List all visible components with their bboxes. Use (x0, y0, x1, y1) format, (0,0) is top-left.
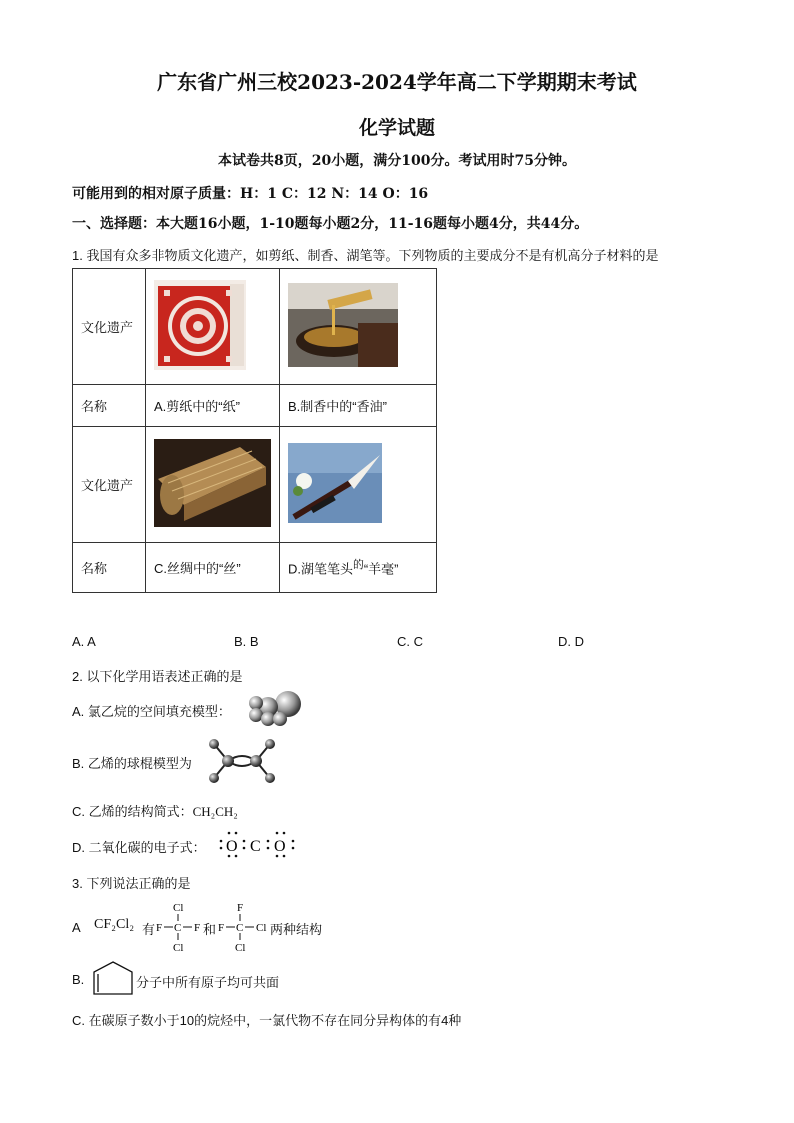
svg-text:F: F (237, 902, 244, 914)
image-cell-c (146, 427, 280, 543)
q2-option-d[interactable]: D. 二氧化碳的电子式： (72, 840, 206, 855)
q3-option-a-formula: CF₂Cl₂ (94, 917, 135, 932)
svg-text:Cl: Cl (256, 922, 267, 934)
q1-option-d[interactable]: D. D (558, 634, 584, 649)
structure-2 (216, 898, 272, 956)
q3-option-a-label[interactable]: A (72, 920, 81, 935)
name-a: A.剪纸中的“纸” (146, 385, 280, 427)
name-b: B.制香中的“香油” (280, 385, 437, 427)
svg-text:C: C (250, 838, 261, 855)
row-label-name-1: 名称 (73, 385, 146, 427)
brush-image (288, 443, 382, 523)
q3-option-c[interactable]: C. 在碳原子数小于10的烷烃中，一氯代物不存在同分异构体的有4种 (72, 1013, 462, 1028)
q2-option-c[interactable] (72, 801, 238, 820)
paper-cutting-image (154, 280, 246, 370)
chloroethane-space-filling-model (246, 689, 304, 727)
exam-subtitle: 化学试题 (358, 117, 435, 139)
svg-text:Cl: Cl (173, 942, 184, 954)
name-d-main: D.湖笔笔头 (288, 561, 354, 577)
q2-option-c-text: C. 乙烯的结构简式： (72, 804, 193, 819)
svg-text:F: F (156, 922, 163, 934)
ethylene-ball-stick-model (204, 738, 280, 784)
question-2-stem: 2. 以下化学用语表述正确的是 (72, 669, 243, 684)
svg-text:O: O (274, 838, 286, 855)
exam-note: 本试卷共8页，20小题，满分100分。考试用时75分钟。 (218, 153, 576, 169)
image-cell-b (280, 269, 437, 385)
atomic-mass-line: 可能用到的相对原子质量：H：1 C：12 N：14 O：16 (72, 186, 429, 202)
svg-text:Cl: Cl (173, 902, 184, 914)
q1-option-b[interactable]: B. B (234, 634, 259, 649)
name-d-end: “羊毫” (363, 561, 399, 577)
q2-option-a[interactable]: A. 氯乙烷的空间填充模型： (72, 704, 231, 719)
q3-option-a-tail: 两种结构 (270, 922, 323, 937)
question-1-stem: 1. 我国有众多非物质文化遗产，如剪纸、制香、湖笔等。下列物质的主要成分不是有机高分子材料的是 (72, 248, 659, 263)
q1-option-a[interactable]: A. A (72, 634, 96, 649)
cyclohexene-structure (91, 960, 135, 998)
co2-electron-formula (218, 830, 296, 858)
name-d-sup: 的 (353, 559, 364, 572)
q1-option-c[interactable]: C. C (397, 634, 423, 649)
ethylene-formula: CH₂CH₂ (192, 804, 238, 819)
svg-text:F: F (218, 922, 225, 934)
row-label-name-2: 名称 (73, 543, 146, 593)
name-d (280, 543, 437, 593)
svg-text:O: O (226, 838, 238, 855)
svg-text:C: C (174, 922, 182, 934)
exam-title: 广东省广州三校2023-2024学年高二下学期期末考试 (157, 70, 637, 94)
image-cell-a (146, 269, 280, 385)
row-label-heritage-2: 文化遗产 (73, 427, 146, 543)
incense-oil-image (288, 283, 398, 367)
question-3-stem: 3. 下列说法正确的是 (72, 876, 191, 891)
structure-1 (154, 898, 204, 956)
image-cell-d (280, 427, 437, 543)
svg-text:C: C (236, 922, 244, 934)
q3-option-b-tail: 分子中所有原子均可共面 (136, 975, 280, 990)
svg-text:Cl: Cl (235, 942, 246, 954)
q2-option-b[interactable]: B. 乙烯的球棍模型为 (72, 756, 192, 771)
section-title: 一、选择题：本大题16小题，1-10题每小题2分，11-16题每小题4分，共44分。 (72, 216, 589, 232)
q3-option-a-has: 有 (142, 922, 156, 937)
row-label-heritage: 文化遗产 (73, 269, 146, 385)
silk-roll-image (154, 439, 271, 527)
name-c: C.丝绸中的“丝” (146, 543, 280, 593)
q3-option-b-label[interactable]: B. (72, 972, 85, 987)
heritage-table (72, 268, 437, 593)
svg-text:F: F (194, 922, 201, 934)
q3-option-a-and: 和 (203, 922, 217, 937)
